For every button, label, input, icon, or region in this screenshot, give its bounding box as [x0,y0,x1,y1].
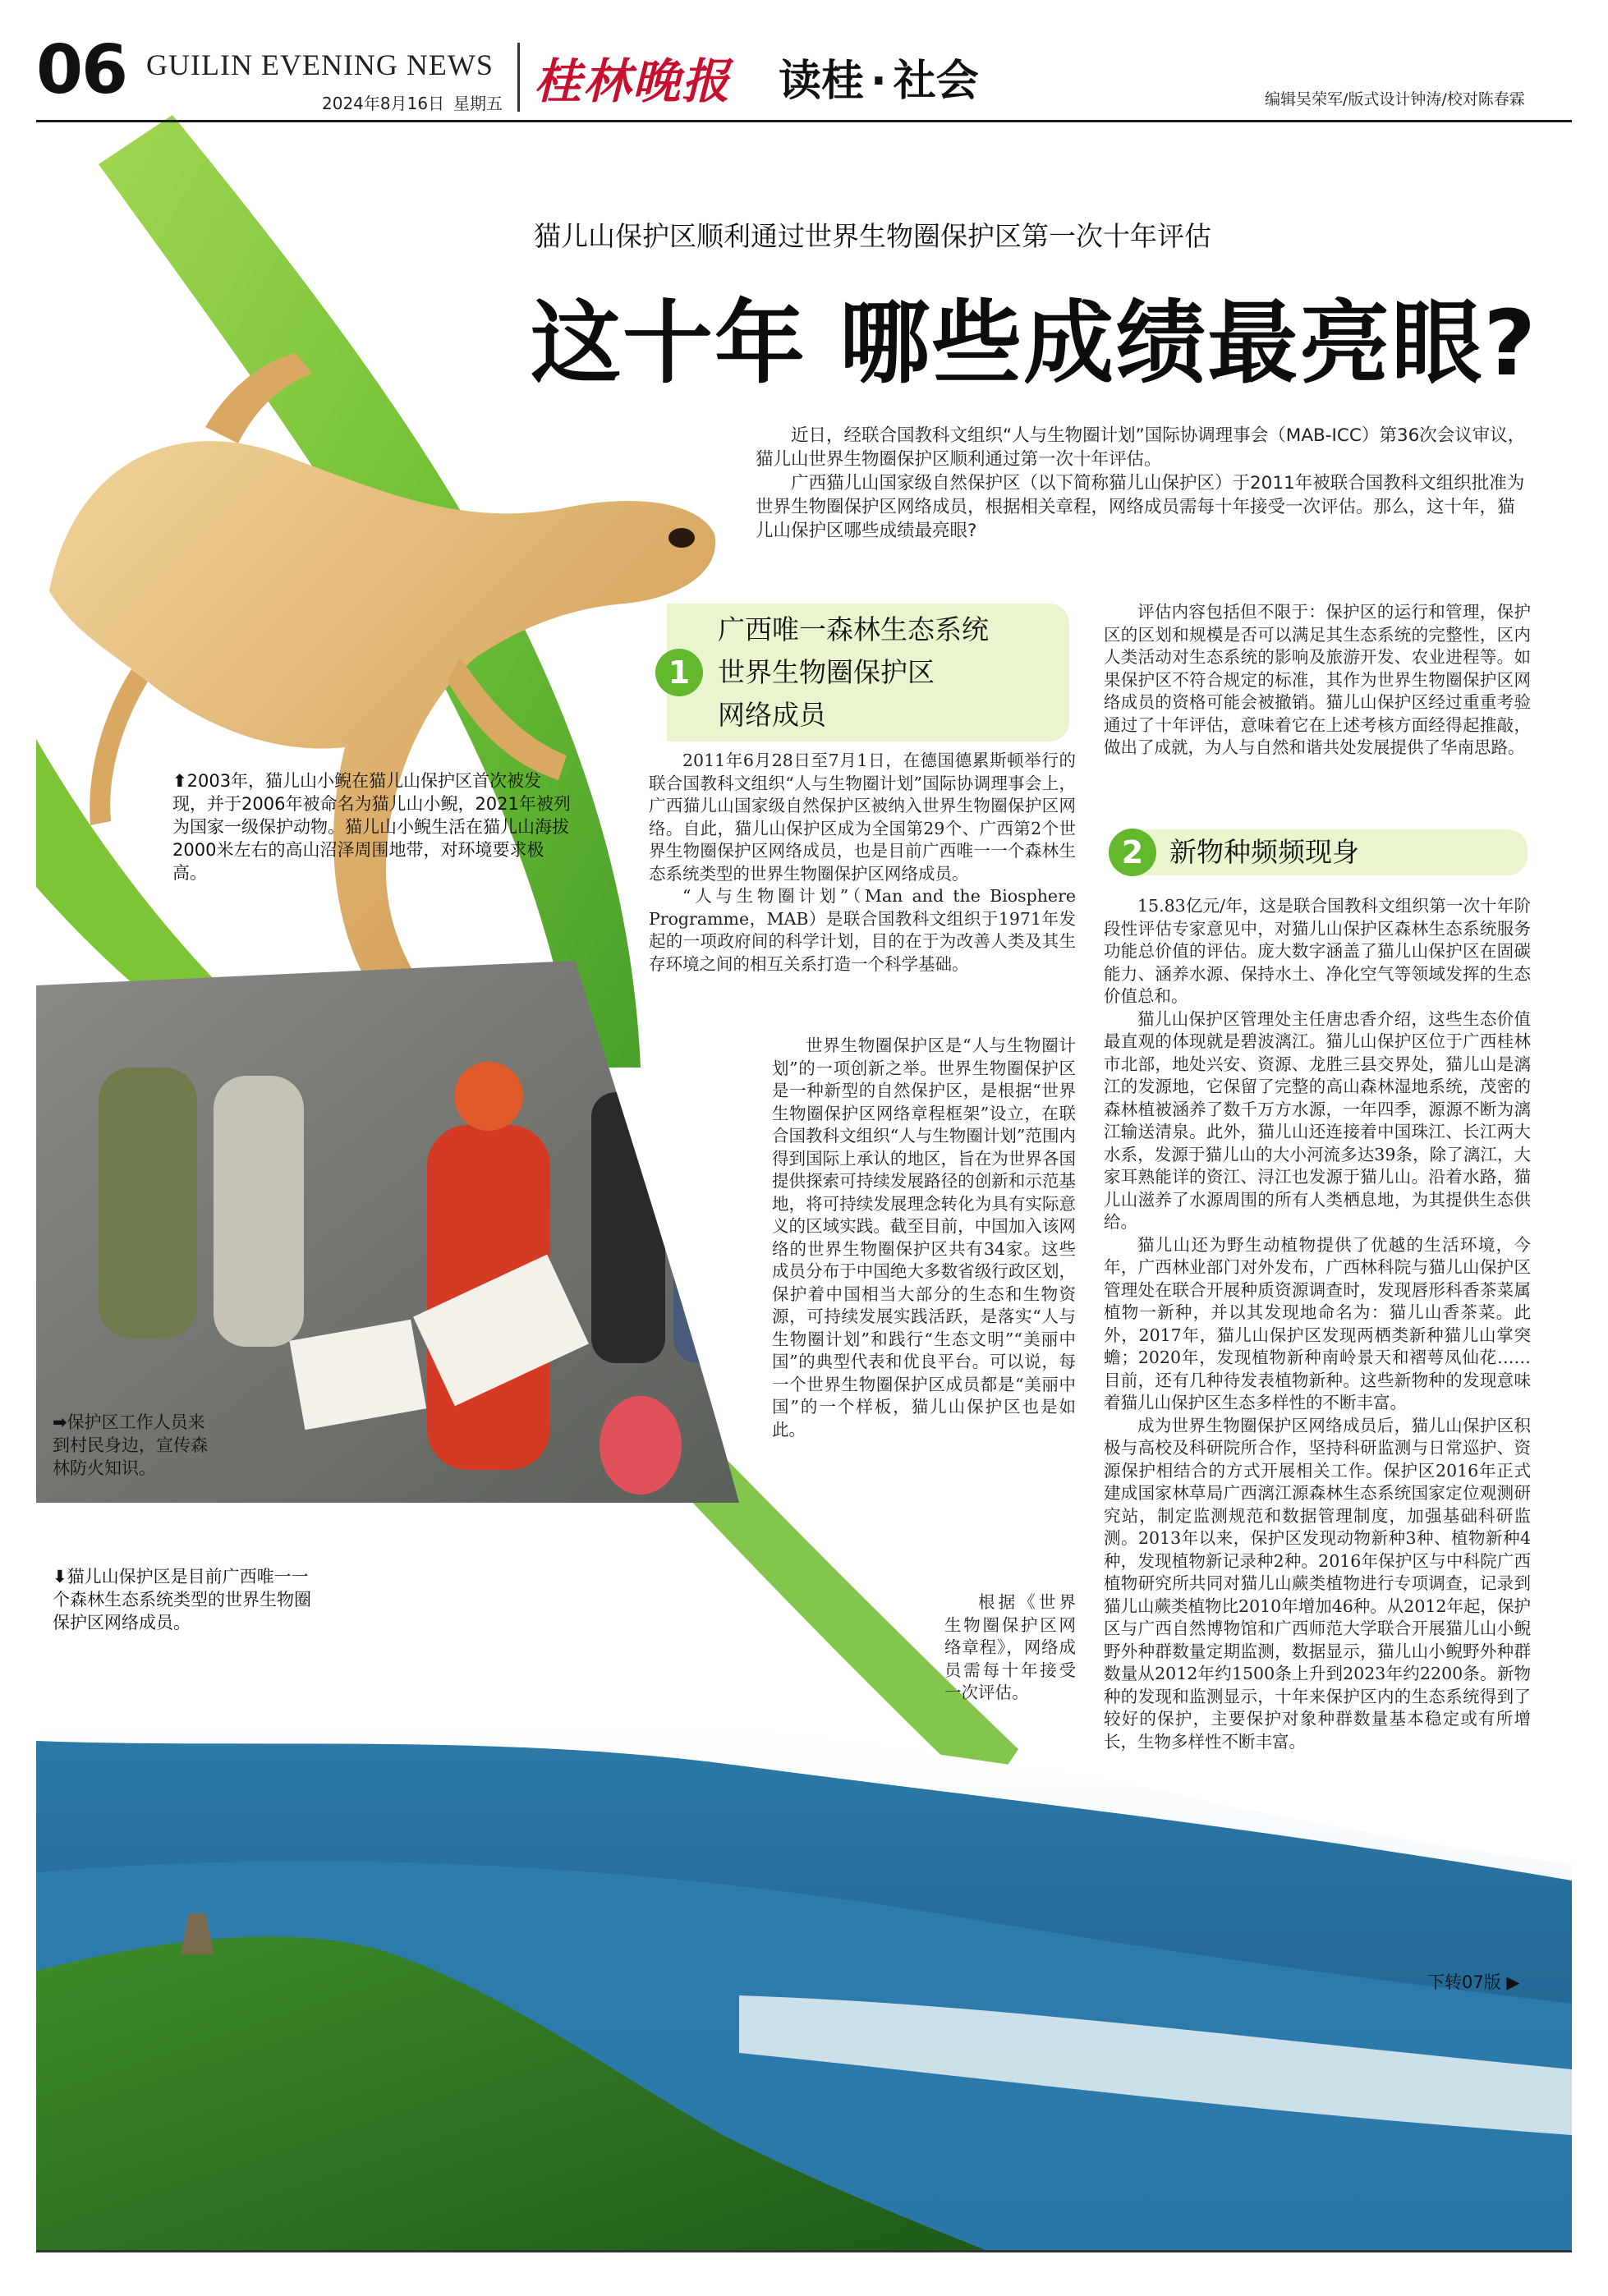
intro-paragraph: 近日，经联合国教科文组织“人与生物圈计划”国际协调理事会（MAB-ICC）第36次会议审议，猫儿山世界生物圈保护区顺利通过第一次十年评估。 [756,425,1526,470]
forest-landscape-photo [36,1716,1572,2250]
right-top-body [1104,601,1531,760]
body-paragraph: 评估内容包括但不限于：保护区的运行和管理，保护区的区划和规模是否可以满足其生态系统的完整性，区内人类活动对生态系统的影响及旅游开发、农业进程等。如果保护区不符合规定的标准，其作为世界生物圈保护区网络成员的资格可能会被撤销。猫儿山保护区经过重重考验通过了十年评估，意味着它在上述考核方面经得起推敲，做出了成就，为人与自然和谐共处发展提供了华南思路。 [1104,602,1531,757]
section-right: 社会 [893,57,979,106]
header-rule [36,120,1572,122]
forest-caption [53,1565,315,1634]
body-paragraph: 成为世界生物圈保护区网络成员后，猫儿山保护区积极与高校及科研院所合作，坚持科研监测与日常巡护、资源保护相结合的方式开展相关工作。保护区2016年正式建成国家林草局广西漓江源森林生态系统国家定位观测研究站，制定监测规范和数据管理制度，加强基础科研监测。2013年以来，保护区发现动物新种3种、植物新种4种，发现植物新记录种2种。2016年保护区与中科院广西植物研究所共同对猫儿山蕨类植物进行专项调查，记录到猫儿山蕨类植物比2010年增加46种。从2012年起，保护区与广西自然博物馆和广西师范大学联合开展猫儿山小鲵野外种群数量定期监测，数据显示，猫儿山小鲵野外种群数量从2012年约1500条上升到2023年约2200条。新物种的发现和监测显示，十年来保护区内的生态系统得到了较好的保护，主要保护对象种群数量基本稳定或有所增长，生物多样性不断丰富。 [1104,1415,1531,1752]
page-number: 06 [36,31,127,109]
arrow-right-icon: ➡ [53,1412,67,1432]
section-1-body-narrow [772,1035,1076,1441]
section-1-title-line: 网络成员 [718,699,826,731]
body-paragraph: 猫儿山保护区管理处主任唐忠香介绍，这些生态价值最直观的体现就是碧波漓江。猫儿山保护区位于广西桂林市北部，地处兴安、资源、龙胜三县交界处，猫儿山是漓江的发源地，它保留了完整的高山森林湿地系统，茂密的森林植被涵养了数千万方水源，一年四季，源源不断为漓江输送清泉。此外，猫儿山还连接着中国珠江、长江两大水系，发源于猫儿山的大小河流多达39条，除了漓江，大家耳熟能详的资江、浔江也发源于猫儿山。沿着水路，猫儿山滋养了水源周围的所有人类栖息地，为其提供生态供给。 [1104,1008,1531,1232]
section-1-title-line: 广西唯一森林生态系统 [718,613,989,645]
section-1-header [667,604,1069,742]
issue-date: 2024年8月16日 [322,94,445,113]
forest-caption-text: 猫儿山保护区是目前广西唯一一个森林生态系统类型的世界生物圈保护区网络成员。 [53,1567,311,1632]
body-paragraph: 根据《世界生物圈保护区网络章程》，网络成员需每十年接受一次评估。 [944,1592,1076,1702]
staff-caption-text: 保护区工作人员来到村民身边，宣传森林防火知识。 [53,1412,208,1478]
intro-paragraph: 广西猫儿山国家级自然保护区（以下简称猫儿山保护区）于2011年被联合国教科文组织批准为世界生物圈保护区网络成员，根据相关章程，网络成员需每十年接受一次评估。那么，这十年，猫儿山保护区哪些成绩最亮眼? [756,473,1525,541]
body-paragraph: “人与生物圈计划”（Man and the Biosphere Programme，MAB）是联合国教科文组织于1971年发起的一项政府间的科学计划，目的在于为改善人类及其生存环境之间的相互关系打造一个科学基础。 [649,886,1076,974]
section-1-title-line: 世界生物圈保护区 [718,656,935,688]
arrow-up-icon: ⬆ [172,771,187,791]
section-2-body [1104,895,1531,1753]
section-dot: · [871,57,887,106]
turn-page-label: 下转07版 [1427,1972,1501,1992]
arrow-down-icon: ⬇ [53,1567,67,1587]
section-name [779,46,979,108]
issue-weekday: 星期五 [453,94,503,113]
body-paragraph: 2011年6月28日至7月1日，在德国德累斯顿举行的联合国教科文组织“人与生物圈计划”国际协调理事会上，广西猫儿山国家级自然保护区被纳入世界生物圈保护区网络。自此，猫儿山保护区成为全国第29个、广西第2个世界生物圈保护区网络成员，也是目前广西唯一一个森林生态系统类型的世界生物圈保护区网络成员。 [649,751,1076,884]
triangle-right-icon: ▶ [1506,1972,1520,1992]
paper-name-en: GUILIN EVENING NEWS [146,48,494,81]
article-intro [756,424,1528,543]
turn-page-notice [1427,1969,1520,1994]
section-1-number-badge: 1 [655,649,703,696]
salamander-caption [172,769,575,884]
staff-caption [53,1411,217,1480]
body-paragraph: 世界生物圈保护区是“人与生物圈计划”的一项创新之举。世界生物圈保护区是一种新型的自然保护区，是根据“世界生物圈保护区网络章程框架”设立，在联合国教科文组织“人与生物圈计划”范围内得到国际上承认的地区，旨在为世界各国提供探索可持续发展路径的创新和示范基地，将可持续发展理念转化为具有实际意义的区域实践。截至目前，中国加入该网络的世界生物圈保护区共有34家。这些成员分布于中国绝大多数省级行政区划，保护着中国相当大部分的生态和生物资源，可持续发展实践活跃，是落实“人与生物圈计划”和践行“生态文明”“美丽中国”的典型代表和优良平台。可以说，每一个世界生物圈保护区成员都是“美丽中国”的一个样板，猫儿山保护区也是如此。 [772,1035,1076,1440]
section-2-number-badge: 2 [1109,829,1156,876]
section-1-body-wide [649,750,1076,976]
body-paragraph: 猫儿山还为野生动植物提供了优越的生活环境，今年，广西林业部门对外发布，广西林科院与猫儿山保护区管理处在联合开展种质资源调查时，发现唇形科香茶菜属植物一新种，并以其发现地命名为：猫儿山香茶菜。此外，2017年，猫儿山保护区发现两栖类新种猫儿山掌突蟾；2020年，发现植物新种南岭景天和褶萼凤仙花……目前，还有几种待发表植物新种。这些新物种的发现意味着猫儿山保护区生态多样性的不断丰富。 [1104,1234,1531,1412]
section-1-title [718,608,989,737]
masthead-logo: 桂林晚报 [534,53,732,109]
section-2-header [1122,829,1528,875]
salamander-caption-text: 2003年，猫儿山小鲵在猫儿山保护区首次被发现，并于2006年被命名为猫儿山小鲵，2021年被列为国家一级保护动物。猫儿山小鲵生活在猫儿山海拔2000米左右的高山沼泽周围地带，对环境要求极高。 [172,771,571,883]
article-headline: 这十年 哪些成绩最亮眼? [531,291,1538,396]
editor-credits: 编辑吴荣军/版式设计钟涛/校对陈春霖 [1265,90,1525,108]
body-paragraph: 15.83亿元/年，这是联合国教科文组织第一次十年阶段性评估专家意见中，对猫儿山保护区森林生态系统服务功能总价值的评估。庞大数字涵盖了猫儿山保护区在固碳能力、涵养水源、保持水土、净化空气等领域发挥的生态价值总和。 [1104,896,1531,1006]
header-divider [517,43,520,112]
section-left: 读桂 [779,57,865,106]
article-kicker: 猫儿山保护区顺利通过世界生物圈保护区第一次十年评估 [534,220,1211,252]
section-1-body-tail [944,1591,1076,1705]
section-2-title: 新物种频频现身 [1169,836,1359,868]
